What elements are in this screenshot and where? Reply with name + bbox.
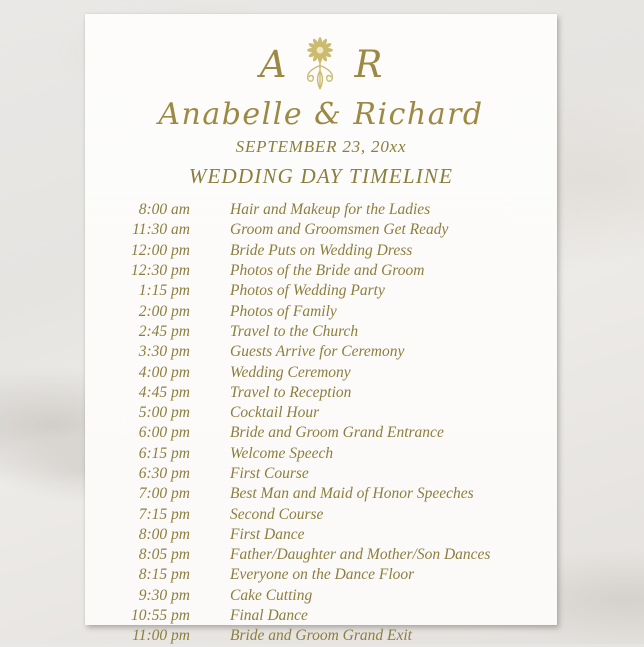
timeline-time: 8:00 pm (138, 525, 190, 543)
timeline-row (85, 504, 557, 524)
timeline-row (85, 383, 557, 403)
timeline-event: Cocktail Hour (230, 404, 320, 422)
timeline-time: 11:30 am (132, 221, 190, 239)
timeline-event: Photos of Family (230, 302, 337, 320)
monogram-right-initial: R (354, 43, 383, 86)
timeline-time: 8:00 am (138, 201, 190, 219)
timeline-time: 6:00 pm (138, 424, 190, 442)
timeline-time: 2:45 pm (138, 322, 190, 340)
timeline-event: Travel to the Church (230, 322, 359, 340)
timeline-event: First Course (230, 465, 309, 482)
timeline-time: 4:00 pm (138, 363, 190, 381)
timeline-row (85, 606, 557, 626)
page-title: WEDDING DAY TIMELINE (188, 164, 454, 188)
timeline-row (85, 322, 557, 342)
timeline-row (85, 342, 557, 362)
timeline-row (85, 545, 557, 565)
timeline-time: 10:55 pm (131, 607, 190, 625)
timeline-event: Cake Cutting (230, 586, 313, 604)
timeline-list (85, 200, 557, 647)
timeline-event: First Dance (230, 525, 305, 543)
daisy-flourish-icon (299, 36, 341, 95)
wedding-date: SEPTEMBER 23, 20xx (235, 137, 407, 156)
timeline-row (85, 626, 557, 646)
timeline-time: 11:00 pm (132, 627, 190, 645)
timeline-event: Wedding Ceremony (230, 363, 351, 381)
timeline-event: Second Course (230, 505, 324, 523)
timeline-time: 4:45 pm (138, 383, 190, 401)
timeline-row (85, 220, 557, 240)
timeline-event: Final Dance (230, 607, 308, 625)
timeline-event: Father/Daughter and Mother/Son Dances (230, 546, 491, 564)
timeline-row (85, 301, 557, 321)
timeline-event: Hair and Makeup for the Ladies (230, 201, 431, 219)
timeline-time: 7:00 pm (138, 485, 190, 503)
timeline-row (85, 362, 557, 382)
timeline-row (85, 261, 557, 281)
timeline-event: Guests Arrive for Ceremony (230, 343, 405, 361)
timeline-event: Bride Puts on Wedding Dress (230, 241, 413, 259)
timeline-row (85, 200, 557, 220)
timeline-event: Welcome Speech (230, 444, 334, 462)
timeline-row (85, 241, 557, 261)
timeline-event: Bride and Groom Grand Exit (230, 627, 412, 645)
timeline-row (85, 403, 557, 423)
timeline-time: 12:30 pm (131, 262, 190, 280)
timeline-row (85, 464, 557, 484)
timeline-row (85, 586, 557, 606)
timeline-event: Photos of the Bride and Groom (230, 262, 425, 280)
timeline-row (85, 423, 557, 443)
timeline-event: Photos of Wedding Party (230, 282, 385, 300)
timeline-row (85, 565, 557, 585)
timeline-time: 6:15 pm (138, 444, 190, 462)
monogram-left-initial: A (259, 43, 287, 86)
timeline-event: Bride and Groom Grand Entrance (230, 424, 444, 442)
timeline-row (85, 444, 557, 464)
timeline-event: Groom and Groomsmen Get Ready (230, 221, 449, 239)
timeline-time: 8:05 pm (138, 546, 190, 564)
timeline-time: 3:30 pm (138, 343, 190, 361)
timeline-time: 7:15 pm (138, 505, 190, 523)
monogram (85, 34, 557, 95)
timeline-time: 9:30 pm (138, 586, 190, 604)
timeline-time: 12:00 pm (131, 241, 190, 259)
timeline-time: 1:15 pm (138, 282, 190, 300)
timeline-time: 8:15 pm (138, 566, 190, 584)
couple-names: Anabelle & Richard (158, 97, 484, 132)
timeline-event: Travel to Reception (230, 383, 352, 401)
wedding-flyer (85, 14, 557, 645)
timeline-time: 2:00 pm (138, 302, 190, 320)
timeline-event: Everyone on the Dance Floor (230, 566, 415, 584)
timeline-time: 6:30 pm (138, 465, 190, 482)
timeline-time: 5:00 pm (138, 404, 190, 422)
timeline-row (85, 281, 557, 301)
timeline-row (85, 525, 557, 545)
timeline-row (85, 484, 557, 504)
timeline-event: Best Man and Maid of Honor Speeches (230, 485, 474, 503)
